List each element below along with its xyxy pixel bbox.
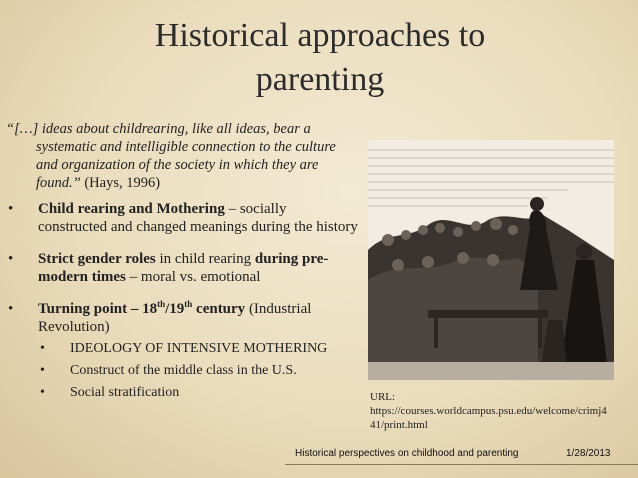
sub-bullet-dot: • [40,341,45,356]
sub-bullet-dot: • [40,363,45,378]
bullet-text: – moral vs. emotional [125,269,261,285]
quote-line-4 [6,174,356,192]
bullet-list [6,200,358,402]
bullet-bold: during pre-modern times [38,251,329,285]
bullet-bold [38,301,245,317]
engraving-icon [368,140,614,380]
bullet-bold-c: century [192,301,246,317]
bullet-item [6,300,358,336]
bullet-text: – socially constructed and changed meanings during the history [38,201,358,235]
engraving-image [368,140,614,380]
bullet-bold: Child rearing and Mothering [38,201,225,217]
footer-date: 1/28/2013 [566,448,611,459]
bullet-dot: • [8,251,14,267]
quote-citation: (Hays, 1996) [84,175,161,191]
bullet-item [6,250,358,286]
sub-bullet-text: IDEOLOGY OF INTENSIVE MOTHERING [70,341,328,356]
bullet-item [6,200,358,236]
footer-divider [285,464,638,465]
sub-bullet-text: Social stratification [70,385,180,400]
sub-bullet-item [6,340,358,358]
bullet-bold: Strict gender roles [38,251,156,267]
quote-line-1: “[…] ideas about childrearing, like all ideas, bear a [6,121,311,137]
bullet-dot: • [8,201,14,217]
quote-end: found.” [36,175,81,191]
sub-bullet-dot: • [40,385,45,400]
sub-bullet-text: Construct of the middle class in the U.S. [70,363,297,378]
sup-th-2: th [184,299,193,309]
url-link-line-1[interactable]: https://courses.worldcampus.psu.edu/welcome/crimj4 [370,405,607,417]
quote-line-2: systematic and intelligible connection to the culture [36,139,336,155]
quote-block [6,120,356,192]
url-label: URL: [370,391,396,403]
title-line-1: Historical approaches to [154,17,486,54]
footer-title: Historical perspectives on childhood and parenting [295,448,519,459]
sup-th-1: th [157,299,166,309]
bullet-dot: • [8,301,14,317]
bullet-text: (Industrial Revolution) [38,301,312,335]
url-link-line-2[interactable]: 41/print.html [370,419,428,431]
sub-bullet-item [6,362,358,380]
url-caption [370,390,630,432]
quote-line-3: and organization of the society in which they are [36,157,319,173]
slide-title [100,14,540,102]
sub-bullet-item [6,384,358,402]
title-line-2: parenting [255,61,385,98]
bullet-bold-b: /19 [165,301,185,317]
bullet-bold-a: Turning point – 18 [38,301,158,317]
bullet-text: in child rearing [155,251,255,267]
